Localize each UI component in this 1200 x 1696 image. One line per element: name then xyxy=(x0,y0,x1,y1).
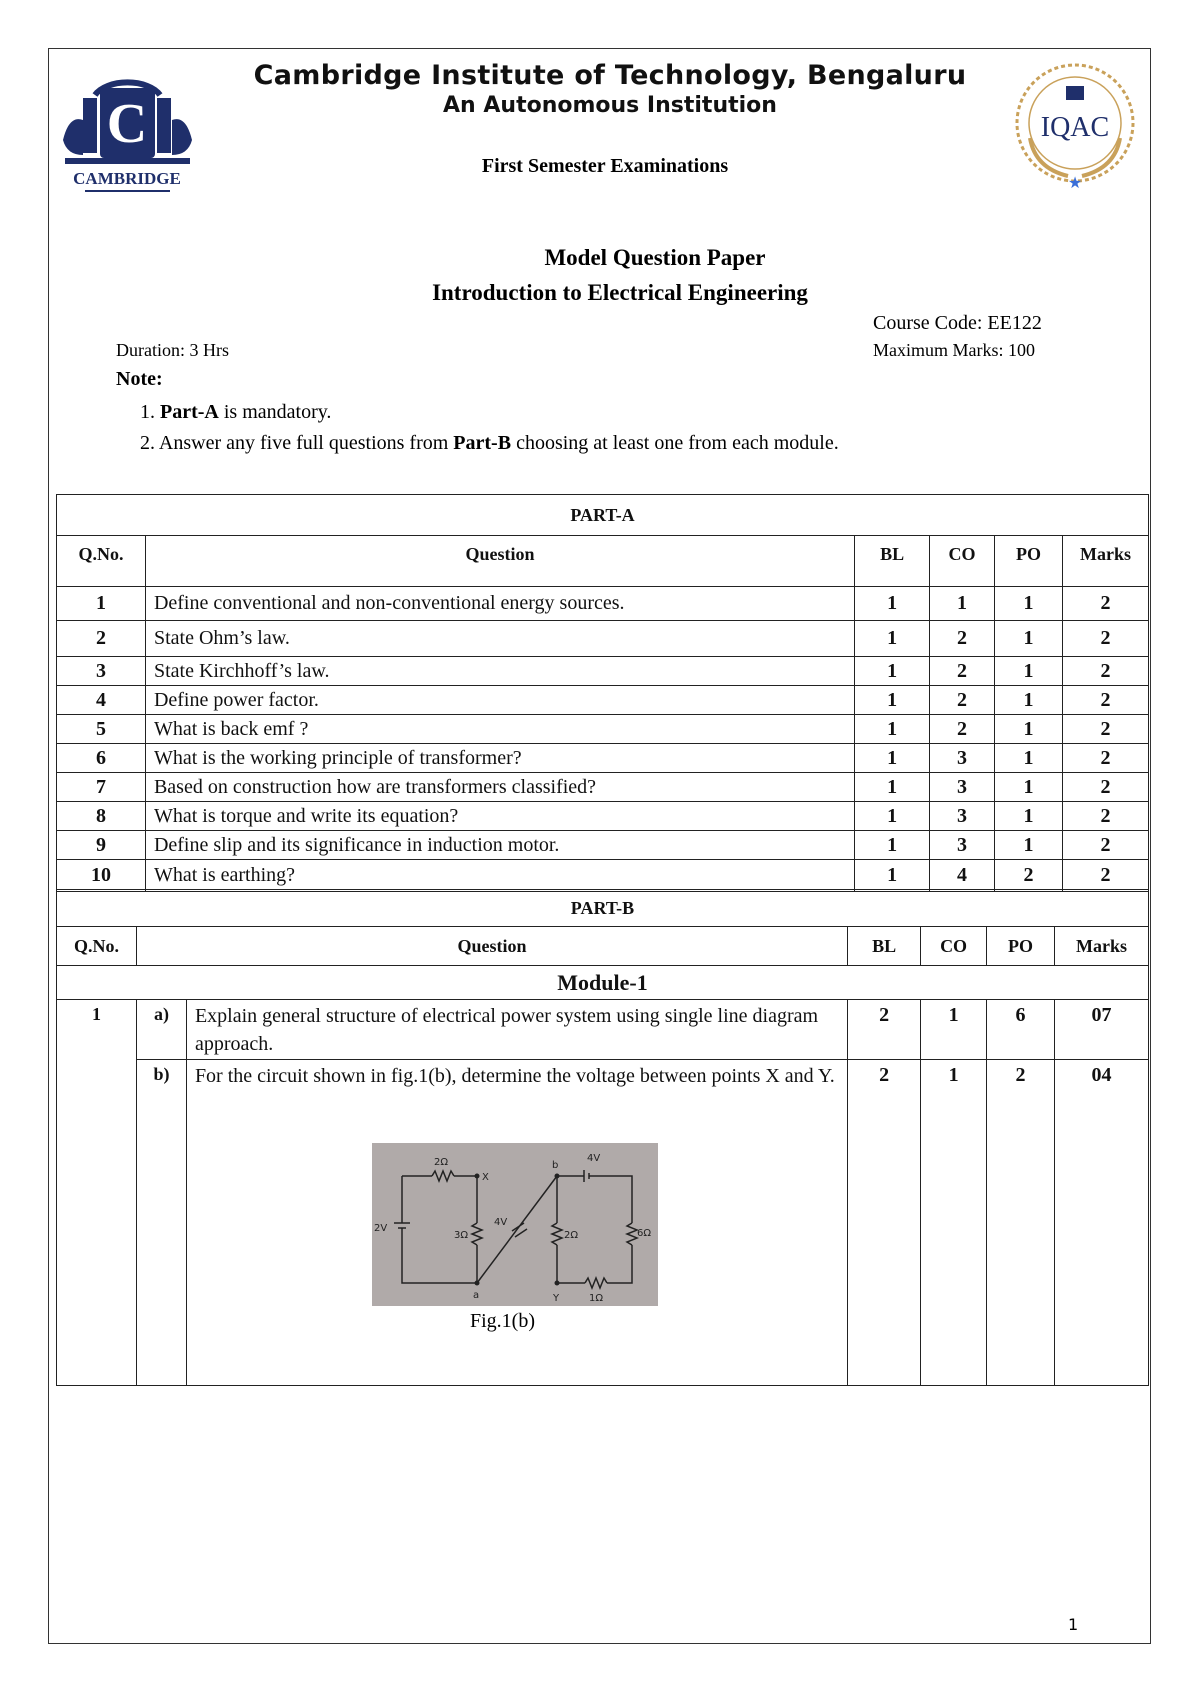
row-question: What is back emf ? xyxy=(145,715,854,744)
cambridge-logo xyxy=(55,60,200,200)
row-marks: 2 xyxy=(1062,831,1148,860)
row-bl: 1 xyxy=(855,686,930,715)
row-qno: 6 xyxy=(57,744,146,773)
row-question: What is earthing? xyxy=(145,860,854,892)
row-bl: 1 xyxy=(855,860,930,892)
paper-title: Model Question Paper xyxy=(544,245,766,270)
row-po: 2 xyxy=(995,860,1063,892)
row-bl: 1 xyxy=(855,744,930,773)
row-marks: 2 xyxy=(1062,715,1148,744)
svg-text:C: C xyxy=(106,93,148,155)
fig-label-v1: 4V xyxy=(587,1153,601,1164)
row-co: 1 xyxy=(930,587,995,621)
row-po: 1 xyxy=(995,831,1063,860)
question-number: 1 xyxy=(57,1000,137,1386)
sub-question-text: Explain general structure of electrical power system using single line diagram approach. xyxy=(186,1000,847,1060)
max-marks: Maximum Marks: 100 xyxy=(873,340,1035,360)
note-item: 2. Answer any five full questions from Part-B choosing at least one from each module. xyxy=(140,432,839,454)
row-qno: 1 xyxy=(57,587,146,621)
right-logo-text: IQAC xyxy=(1040,112,1110,143)
row-co: 2 xyxy=(930,621,995,657)
figure-caption: Fig.1(b) xyxy=(470,1310,535,1332)
circuit-figure xyxy=(372,1143,658,1306)
header-marks: Marks xyxy=(1055,927,1149,966)
table-row xyxy=(57,587,1149,621)
row-po: 1 xyxy=(995,744,1063,773)
header-question: Question xyxy=(145,536,854,587)
row-question: Define conventional and non-conventional energy sources. xyxy=(145,587,854,621)
row-qno: 5 xyxy=(57,715,146,744)
fig-label-b: b xyxy=(552,1160,559,1171)
row-co: 4 xyxy=(930,860,995,892)
sub-question-label: b) xyxy=(136,1060,186,1386)
row-marks: 2 xyxy=(1062,744,1148,773)
header-marks: Marks xyxy=(1062,536,1148,587)
row-marks: 2 xyxy=(1062,802,1148,831)
fig-label-r2: 3Ω xyxy=(454,1230,469,1241)
row-po: 1 xyxy=(995,715,1063,744)
row-co: 1 xyxy=(921,1060,987,1386)
row-question: What is the working principle of transformer? xyxy=(145,744,854,773)
row-marks: 2 xyxy=(1062,773,1148,802)
row-co: 1 xyxy=(921,1000,987,1060)
row-question: Based on construction how are transformers classified? xyxy=(145,773,854,802)
row-co: 3 xyxy=(930,831,995,860)
fig-label-a: a xyxy=(473,1290,480,1301)
table-row xyxy=(57,715,1149,744)
part-a-table xyxy=(56,494,1149,892)
row-question: What is torque and write its equation? xyxy=(145,802,854,831)
header-bl: BL xyxy=(855,536,930,587)
row-marks: 2 xyxy=(1062,621,1148,657)
page-number: 1 xyxy=(1068,1615,1079,1634)
row-po: 1 xyxy=(995,621,1063,657)
row-co: 2 xyxy=(930,657,995,686)
table-row xyxy=(57,621,1149,657)
row-po: 1 xyxy=(995,587,1063,621)
row-question: Define power factor. xyxy=(145,686,854,715)
table-row xyxy=(57,657,1149,686)
row-bl: 1 xyxy=(855,657,930,686)
row-qno: 10 xyxy=(57,860,146,892)
header-question: Question xyxy=(136,927,847,966)
svg-text:★: ★ xyxy=(1067,175,1083,192)
fig-label-x: X xyxy=(482,1172,489,1183)
row-question: State Ohm’s law. xyxy=(145,621,854,657)
row-po: 1 xyxy=(995,802,1063,831)
row-qno: 7 xyxy=(57,773,146,802)
module-title: Module-1 xyxy=(57,966,1149,1000)
table-row xyxy=(57,802,1149,831)
header-co: CO xyxy=(930,536,995,587)
note-item: 1. Part-A is mandatory. xyxy=(140,401,332,423)
row-qno: 3 xyxy=(57,657,146,686)
row-marks: 2 xyxy=(1062,587,1148,621)
row-qno: 2 xyxy=(57,621,146,657)
row-marks: 07 xyxy=(1055,1000,1149,1060)
row-question: Define slip and its significance in induction motor. xyxy=(145,831,854,860)
header-qno: Q.No. xyxy=(57,536,146,587)
row-bl: 1 xyxy=(855,621,930,657)
exam-name: First Semester Examinations xyxy=(481,155,729,177)
sub-question-label: a) xyxy=(136,1000,186,1060)
row-po: 1 xyxy=(995,686,1063,715)
row-qno: 8 xyxy=(57,802,146,831)
fig-label-y: Y xyxy=(553,1293,560,1304)
row-co: 3 xyxy=(930,802,995,831)
table-row xyxy=(57,773,1149,802)
row-qno: 9 xyxy=(57,831,146,860)
fig-label-r1: 2Ω xyxy=(434,1157,449,1168)
part-a-title: PART-A xyxy=(57,495,1149,536)
row-co: 2 xyxy=(930,686,995,715)
institution-subtitle: An Autonomous Institution xyxy=(443,93,777,118)
sub-question-text: For the circuit shown in fig.1(b), determine the voltage between points X and Y. xyxy=(186,1060,847,1386)
header-co: CO xyxy=(921,927,987,966)
iqac-logo xyxy=(1010,58,1140,193)
table-row xyxy=(57,744,1149,773)
row-co: 3 xyxy=(930,773,995,802)
header-qno: Q.No. xyxy=(57,927,137,966)
row-marks: 2 xyxy=(1062,686,1148,715)
row-co: 2 xyxy=(930,715,995,744)
row-bl: 2 xyxy=(848,1060,921,1386)
row-po: 1 xyxy=(995,773,1063,802)
row-bl: 1 xyxy=(855,802,930,831)
row-bl: 2 xyxy=(848,1000,921,1060)
fig-label-r5: 1Ω xyxy=(589,1293,604,1304)
fig-label-v2: 2V xyxy=(374,1223,388,1234)
table-row xyxy=(57,1000,1149,1060)
row-bl: 1 xyxy=(855,587,930,621)
row-bl: 1 xyxy=(855,773,930,802)
table-row xyxy=(57,686,1149,715)
fig-label-r3: 2Ω xyxy=(564,1230,579,1241)
header-po: PO xyxy=(995,536,1063,587)
row-po: 6 xyxy=(987,1000,1055,1060)
fig-label-r4: 6Ω xyxy=(637,1228,652,1239)
row-bl: 1 xyxy=(855,715,930,744)
note-label: Note: xyxy=(116,368,163,390)
header-po: PO xyxy=(987,927,1055,966)
row-marks: 04 xyxy=(1055,1060,1149,1386)
row-question: State Kirchhoff’s law. xyxy=(145,657,854,686)
row-co: 3 xyxy=(930,744,995,773)
table-row xyxy=(57,831,1149,860)
row-marks: 2 xyxy=(1062,860,1148,892)
fig-label-v3: 4V xyxy=(494,1217,508,1228)
table-row xyxy=(57,860,1149,892)
course-code: Course Code: EE122 xyxy=(873,312,1042,334)
course-title: Introduction to Electrical Engineering xyxy=(432,280,808,305)
part-b-table xyxy=(56,889,1149,1386)
left-logo-text: CAMBRIDGE xyxy=(73,169,181,188)
row-qno: 4 xyxy=(57,686,146,715)
row-bl: 1 xyxy=(855,831,930,860)
row-marks: 2 xyxy=(1062,657,1148,686)
row-po: 1 xyxy=(995,657,1063,686)
header-bl: BL xyxy=(848,927,921,966)
row-po: 2 xyxy=(987,1060,1055,1386)
duration: Duration: 3 Hrs xyxy=(116,340,229,360)
part-b-title: PART-B xyxy=(57,890,1149,927)
institution-name: Cambridge Institute of Technology, Bengaluru xyxy=(253,60,967,91)
